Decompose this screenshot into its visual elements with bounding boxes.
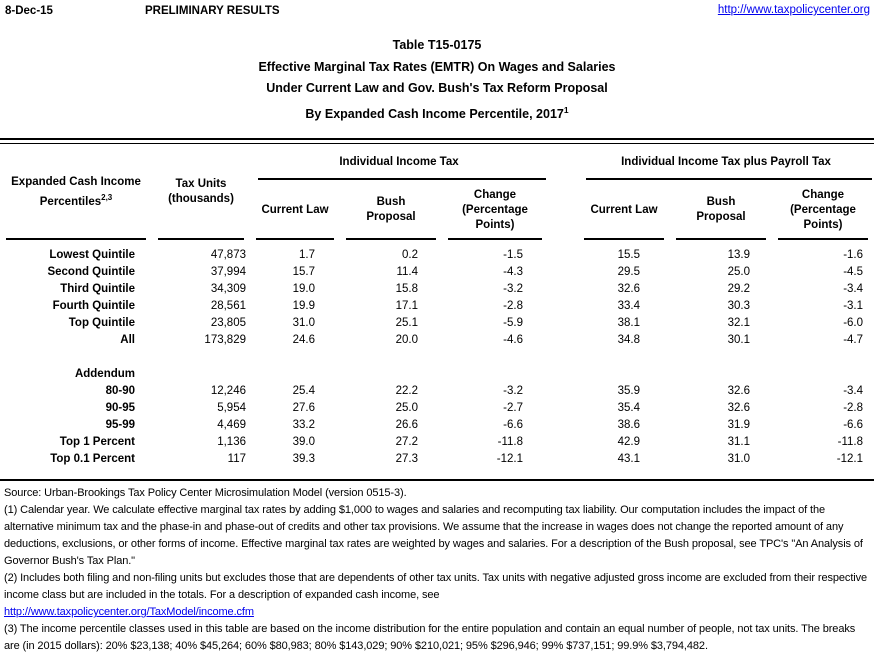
value-cell: -5.9 — [503, 317, 523, 330]
value-cell: 27.6 — [292, 402, 315, 415]
value-cell: 31.9 — [727, 419, 750, 432]
col-header-change-2-text: Change (Percentage Points) — [790, 188, 856, 231]
value-cell: 29.2 — [727, 283, 750, 296]
value-cell: 19.9 — [292, 300, 315, 313]
footnote-3: (3) The income percentile classes used in this table are based on the income distribution for the entire population and contain an equal number of people, not tax units. The breaks are (in 2015 dollars): 20% $23,138; 40% $45,264; 60% $80,983; 80% $143,029; 90% $210,021; 95% $296,946; 99% $737,151; 99.9% $3,794,482. — [4, 623, 856, 653]
row-label: Fourth Quintile — [52, 300, 135, 313]
col-header-bush-proposal-1-text: Bush Proposal — [366, 196, 416, 224]
col-header-percentiles-line1: Expanded Cash Income — [11, 175, 141, 188]
row-label — [0, 349, 152, 366]
value-cell: 25.4 — [292, 385, 315, 398]
value-cell: 27.2 — [395, 436, 418, 449]
value-cell: -1.5 — [503, 249, 523, 262]
value-cell: 25.1 — [395, 317, 418, 330]
table-row — [0, 240, 874, 264]
table-body — [0, 240, 874, 468]
value-cell: 20.0 — [395, 334, 418, 347]
title-line-4 — [0, 100, 874, 126]
value-cell: 32.6 — [727, 402, 750, 415]
row-label: Top 1 Percent — [59, 436, 135, 449]
table-row — [0, 400, 874, 417]
table-row — [0, 434, 874, 451]
table-row — [0, 281, 874, 298]
value-cell: 1.7 — [299, 249, 315, 262]
column-gap — [548, 281, 578, 298]
footnote-ref-2-3: 2,3 — [101, 192, 113, 202]
value-cell — [250, 366, 340, 383]
col-header-current-law-1-text: Current Law — [261, 203, 329, 216]
value-cell: -11.8 — [497, 436, 523, 449]
col-header-current-law-2-text: Current Law — [590, 203, 658, 216]
table-row — [0, 417, 874, 434]
table-row — [0, 332, 874, 349]
value-cell — [250, 349, 340, 366]
footnote-1: (1) Calendar year. We calculate effective marginal tax rates by adding $1,000 to wages and salaries and recomputing tax liability. Our computation includes the impact of the alternative minimum tax and the phase-in and phase-out of credits and other tax provisions. We assume that the increase in wages does not change the reported amount of any deductions, exclusions, or other forms of income. Effective marginal tax rates are weighted by wages and salaries. For a description of the Bush proposal, see TPC's "An Analysis of Governor Bush's Tax Plan." — [4, 504, 863, 568]
source-note: Source: Urban-Brookings Tax Policy Center Microsimulation Model (version 0515-3). — [4, 487, 407, 500]
value-cell: -4.5 — [843, 266, 864, 279]
table-row — [0, 298, 874, 315]
value-cell — [772, 349, 874, 366]
value-cell: 4,469 — [217, 419, 246, 432]
table-row — [0, 315, 874, 332]
value-cell — [152, 349, 250, 366]
value-cell: -1.6 — [843, 249, 864, 262]
column-gap — [548, 332, 578, 349]
value-cell: 30.1 — [727, 334, 750, 347]
value-cell: -11.8 — [837, 436, 864, 449]
col-header-bush-proposal-2 — [670, 180, 772, 240]
value-cell: 39.0 — [292, 436, 315, 449]
value-cell: 38.6 — [617, 419, 640, 432]
spacer-row — [0, 349, 874, 366]
value-cell: 33.4 — [617, 300, 640, 313]
value-cell: -12.1 — [496, 453, 523, 466]
table-row — [0, 366, 874, 383]
row-label: All — [120, 334, 135, 347]
value-cell: 34,309 — [210, 283, 246, 296]
value-cell: 32.6 — [617, 283, 640, 296]
table-row — [0, 383, 874, 400]
report-date: 8-Dec-15 — [5, 5, 53, 17]
table-number: Table T15-0175 — [392, 38, 482, 52]
col-header-bush-proposal-1 — [340, 180, 442, 240]
col-header-percentiles — [0, 144, 152, 240]
value-cell: 31.0 — [727, 453, 750, 466]
value-cell: -4.7 — [843, 334, 864, 347]
value-cell: 1,136 — [217, 436, 246, 449]
table-row — [0, 451, 874, 468]
value-cell — [772, 366, 874, 383]
row-label: 90-95 — [105, 402, 135, 415]
col-header-change-1-text: Change (Percentage Points) — [462, 188, 528, 231]
value-cell: 39.3 — [292, 453, 315, 466]
column-gap — [548, 349, 578, 366]
value-cell: -12.1 — [836, 453, 864, 466]
value-cell: 117 — [227, 453, 246, 466]
column-gap — [548, 366, 578, 383]
value-cell — [152, 366, 250, 383]
value-cell — [340, 366, 442, 383]
col-header-percentiles-line2 — [39, 192, 113, 208]
income-definition-link[interactable]: http://www.taxpolicycenter.org/TaxModel/income.cfm — [4, 606, 254, 619]
taxpolicycenter-link[interactable]: http://www.taxpolicycenter.org — [717, 4, 870, 16]
value-cell: 13.9 — [727, 249, 750, 262]
col-header-change-2 — [772, 180, 874, 240]
value-cell: 23,805 — [210, 317, 246, 330]
row-label: 95-99 — [105, 419, 135, 432]
title-line-2: Effective Marginal Tax Rates (EMTR) On Wages and Salaries — [258, 59, 616, 74]
value-cell: 12,246 — [210, 385, 246, 398]
value-cell: 28,561 — [210, 300, 246, 313]
value-cell: 0.2 — [402, 249, 418, 262]
table-row — [0, 264, 874, 281]
col-header-change-1 — [442, 180, 548, 240]
value-cell — [670, 349, 772, 366]
column-gap — [548, 298, 578, 315]
column-gap — [548, 264, 578, 281]
value-cell — [442, 349, 548, 366]
value-cell: 34.8 — [617, 334, 640, 347]
value-cell: 42.9 — [617, 436, 640, 449]
value-cell — [578, 366, 670, 383]
row-label: Second Quintile — [47, 266, 135, 279]
group-header-income-plus-payroll-tax: Individual Income Tax plus Payroll Tax — [578, 144, 874, 180]
value-cell: 47,873 — [210, 249, 246, 262]
column-gap — [548, 400, 578, 417]
value-cell — [442, 366, 548, 383]
value-cell: 27.3 — [395, 453, 418, 466]
value-cell: 15.8 — [395, 283, 418, 296]
value-cell — [340, 349, 442, 366]
value-cell: -3.4 — [843, 385, 864, 398]
column-gap — [548, 144, 578, 240]
value-cell: 11.4 — [396, 266, 418, 279]
col-header-current-law-1 — [250, 180, 340, 240]
col-header-current-law-2 — [578, 180, 670, 240]
column-gap — [548, 417, 578, 434]
group-header-individual-income-tax: Individual Income Tax — [250, 144, 548, 180]
row-label: Top 0.1 Percent — [50, 453, 135, 466]
value-cell: 35.9 — [617, 385, 640, 398]
row-label: Addendum — [74, 368, 135, 381]
footnote-2-text: (2) Includes both filing and non-filing units but excludes those that are dependents of other tax units. Tax units with negative adjusted gross income are excluded from their respective income class but are included in the totals. For a description of expanded cash income, see — [4, 572, 868, 602]
value-cell: -2.7 — [503, 402, 523, 415]
value-cell — [670, 366, 772, 383]
value-cell: 30.3 — [727, 300, 750, 313]
data-table-region — [0, 138, 874, 481]
value-cell: 24.6 — [292, 334, 315, 347]
value-cell: -2.8 — [503, 300, 523, 313]
value-cell: 43.1 — [617, 453, 640, 466]
value-cell: 15.7 — [292, 266, 315, 279]
column-gap — [548, 240, 578, 264]
group-header-row — [0, 144, 874, 180]
value-cell: 22.2 — [395, 385, 418, 398]
value-cell: -6.6 — [503, 419, 523, 432]
footnote-2 — [4, 570, 870, 621]
row-label: 80-90 — [105, 385, 135, 398]
col-header-percentiles-word: Percentiles — [39, 195, 102, 208]
value-cell: -4.3 — [503, 266, 523, 279]
value-cell: 19.0 — [292, 283, 315, 296]
footnotes-block — [0, 485, 874, 655]
preliminary-results-label: PRELIMINARY RESULTS — [145, 5, 280, 17]
page-top-bar — [0, 0, 874, 24]
col-header-tax-units — [152, 144, 250, 240]
title-line-3: Under Current Law and Gov. Bush's Tax Reform Proposal — [266, 81, 608, 95]
value-cell: 32.1 — [727, 317, 750, 330]
value-cell: 5,954 — [217, 402, 246, 415]
value-cell: -3.2 — [503, 283, 523, 296]
value-cell: -2.8 — [843, 402, 864, 415]
value-cell — [578, 349, 670, 366]
col-header-tax-units-line2: (thousands) — [168, 193, 234, 206]
value-cell: -6.0 — [843, 317, 864, 330]
value-cell: 15.5 — [617, 249, 640, 262]
table-title-block — [0, 35, 874, 125]
table-header — [0, 144, 874, 240]
column-gap — [548, 315, 578, 332]
value-cell: 35.4 — [617, 402, 640, 415]
column-gap — [548, 451, 578, 468]
value-cell: -4.6 — [503, 334, 523, 347]
title-line-4-text: By Expanded Cash Income Percentile, 2017 — [305, 106, 564, 121]
col-header-tax-units-line1: Tax Units — [175, 178, 227, 191]
value-cell: -3.1 — [843, 300, 864, 313]
footnote-ref-1: 1 — [563, 104, 569, 115]
emtr-table — [0, 144, 874, 468]
value-cell: -3.4 — [843, 283, 864, 296]
value-cell: 37,994 — [210, 266, 246, 279]
value-cell: -6.6 — [843, 419, 864, 432]
value-cell: 33.2 — [292, 419, 315, 432]
row-label: Lowest Quintile — [49, 249, 135, 262]
value-cell: 173,829 — [204, 334, 246, 347]
column-gap — [548, 383, 578, 400]
value-cell: 26.6 — [395, 419, 418, 432]
value-cell: 31.1 — [727, 436, 750, 449]
value-cell: -3.2 — [503, 385, 523, 398]
row-label: Top Quintile — [68, 317, 135, 330]
col-header-bush-proposal-2-text: Bush Proposal — [696, 196, 746, 224]
value-cell: 25.0 — [395, 402, 418, 415]
column-gap — [548, 434, 578, 451]
value-cell: 17.1 — [395, 300, 418, 313]
row-label: Third Quintile — [60, 283, 135, 296]
value-cell: 32.6 — [727, 385, 750, 398]
value-cell: 31.0 — [292, 317, 315, 330]
value-cell: 25.0 — [727, 266, 750, 279]
value-cell: 29.5 — [617, 266, 640, 279]
value-cell: 38.1 — [617, 317, 640, 330]
